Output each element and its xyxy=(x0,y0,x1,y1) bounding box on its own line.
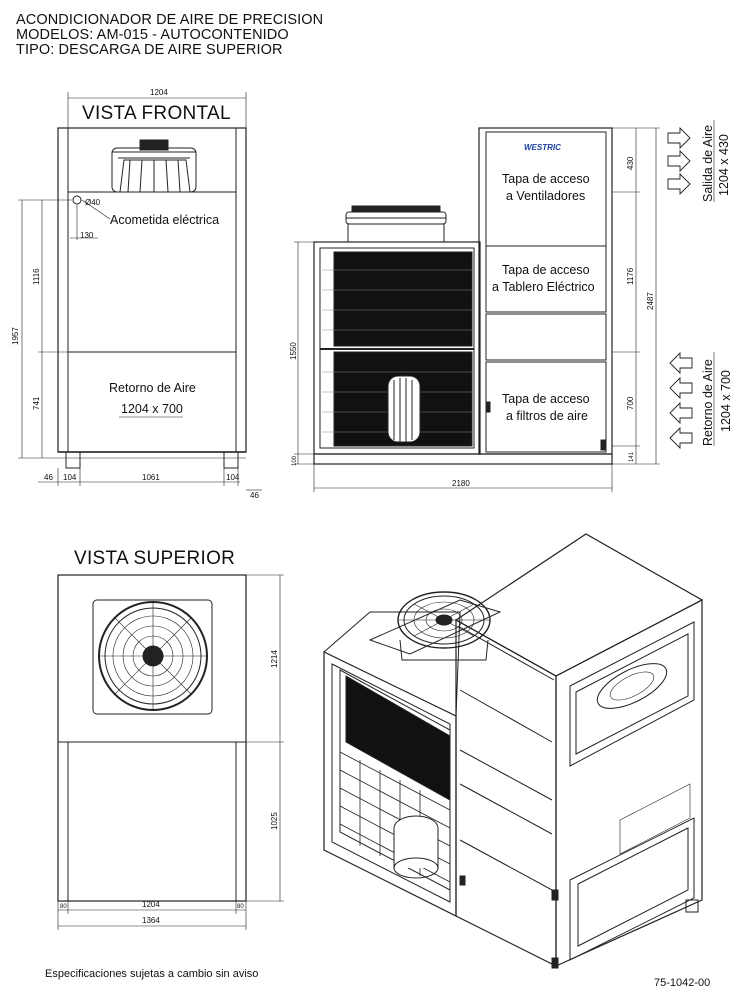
side-dim-mid: 1176 xyxy=(626,267,635,285)
panel-filters-line-1: Tapa de acceso xyxy=(502,392,590,406)
front-bottom-dim-5: 46 xyxy=(250,491,259,500)
offset-dim: 130 xyxy=(80,231,94,240)
title-line-1: ACONDICIONADOR DE AIRE DE PRECISION xyxy=(16,12,324,28)
front-view xyxy=(11,88,262,500)
front-fan-icon xyxy=(112,140,196,192)
iso-fan-icon xyxy=(370,592,500,660)
side-return-size: 1204 x 700 xyxy=(719,370,733,432)
side-dim-return: 700 xyxy=(626,396,635,410)
top-dim-side-right: 80 xyxy=(237,904,244,910)
side-fan-icon xyxy=(346,206,446,242)
pipe-dim: Ø40 xyxy=(85,198,101,207)
isometric-view xyxy=(324,534,702,968)
front-dim-total: 1957 xyxy=(11,327,20,345)
panel-filters-line-2: a filtros de aire xyxy=(506,409,588,423)
iso-cabinet-front xyxy=(456,620,556,966)
supply-label: Salida de Aire xyxy=(701,124,715,202)
front-bottom-dim-3: 1061 xyxy=(142,473,160,482)
side-view xyxy=(289,120,733,492)
top-view-title: VISTA SUPERIOR xyxy=(70,548,239,570)
electrical-label: Acometida eléctrica xyxy=(110,213,220,227)
front-dim-lower: 741 xyxy=(32,396,41,410)
title-line-3: TIPO: DESCARGA DE AIRE SUPERIOR xyxy=(16,42,283,58)
supply-arrows-icon xyxy=(668,128,690,194)
document-number: 75-1042-00 xyxy=(654,977,711,989)
front-bottom-dim-1: 46 xyxy=(44,473,53,482)
top-dim-lower: 1025 xyxy=(270,812,279,830)
front-return-label: Retorno de Aire xyxy=(109,381,196,395)
iso-cabinet-top xyxy=(456,534,702,676)
compressor-icon xyxy=(388,376,420,442)
disclaimer: Especificaciones sujetas a cambio sin aviso xyxy=(45,968,259,980)
condenser-grille-upper xyxy=(334,252,472,346)
top-dim-total: 1364 xyxy=(142,916,160,925)
panel-electrical-line-1: Tapa de acceso xyxy=(502,263,590,277)
panel-electrical-line-2: a Tablero Eléctrico xyxy=(492,280,595,294)
side-dim-top: 430 xyxy=(626,156,635,170)
top-view xyxy=(58,575,284,930)
top-dim-upper: 1214 xyxy=(270,650,279,668)
iso-side-fan-icon xyxy=(591,654,673,717)
brand-logo: WESTRIC xyxy=(524,143,561,152)
side-dim-base: 100 xyxy=(292,455,298,466)
electrical-entry-icon xyxy=(73,196,81,204)
front-view-title: VISTA FRONTAL xyxy=(78,103,235,125)
top-dim-inner: 1204 xyxy=(142,900,160,909)
side-return-label: Retorno de Aire xyxy=(701,359,715,446)
side-dim-total: 2487 xyxy=(646,292,655,310)
top-fan-icon xyxy=(99,602,207,710)
side-dim-foot: 141 xyxy=(629,451,635,462)
panel-fans-line-1: Tapa de acceso xyxy=(502,172,590,186)
side-dim-condenser: 1550 xyxy=(289,342,298,360)
panel-fans-line-2: a Ventiladores xyxy=(506,189,586,203)
front-return-size: 1204 x 700 xyxy=(121,402,183,416)
supply-size: 1204 x 430 xyxy=(717,134,731,196)
title-line-2: MODELOS: AM-015 - AUTOCONTENIDO xyxy=(16,27,289,43)
front-dim-upper: 1116 xyxy=(32,268,41,285)
return-arrows-icon xyxy=(670,353,692,448)
top-dim-side-left: 80 xyxy=(60,904,67,910)
side-dim-width: 2180 xyxy=(452,479,470,488)
front-width-dim: 1204 xyxy=(150,88,168,97)
top-cabinet xyxy=(58,575,246,901)
front-bottom-dim-2: 104 xyxy=(63,473,77,482)
front-bottom-dim-4: 104 xyxy=(226,473,240,482)
